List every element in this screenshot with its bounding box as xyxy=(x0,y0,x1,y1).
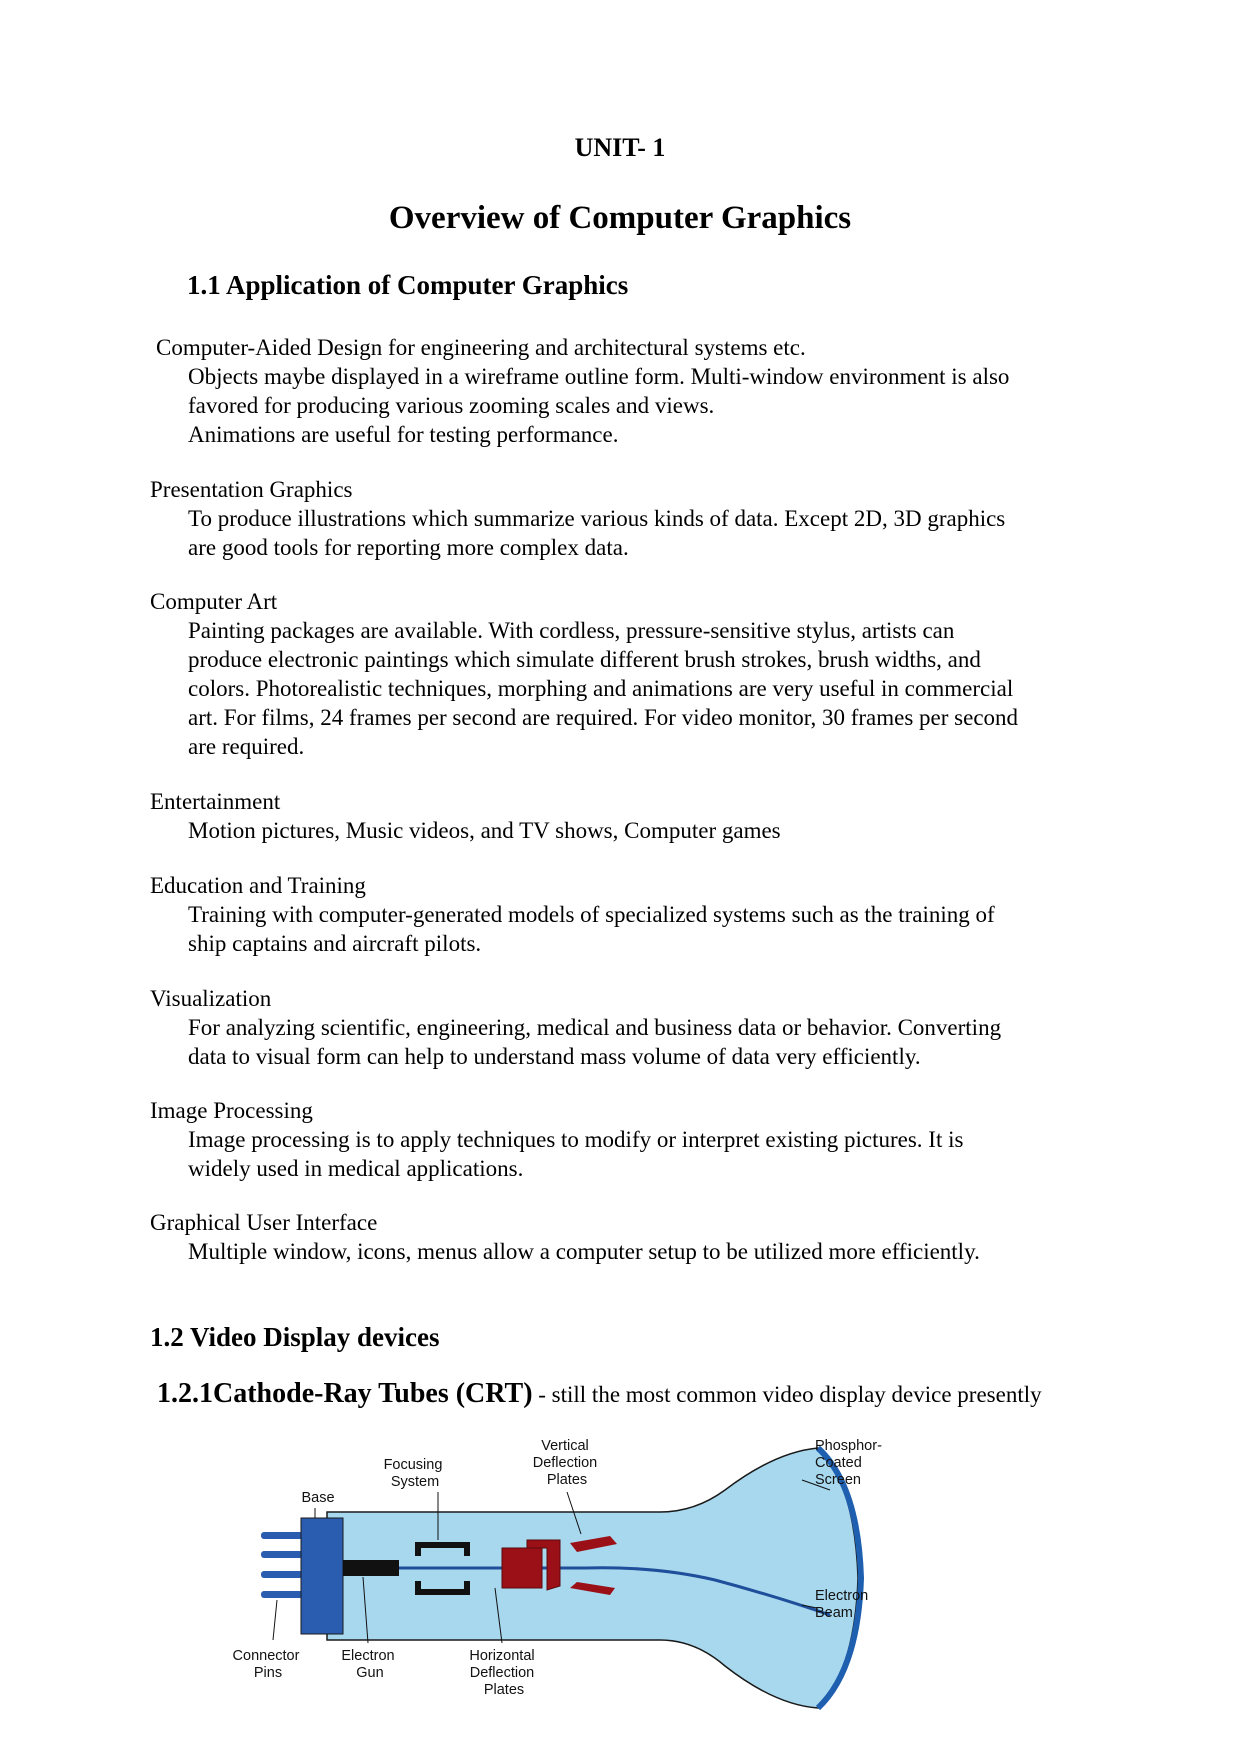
label-base: Base xyxy=(301,1490,335,1506)
item-education-training xyxy=(150,871,1110,958)
body-line: art. For films, 24 frames per second are required. For video monitor, 30 frames per second xyxy=(188,705,1019,730)
body-line: data to visual form can help to understand mass volume of data very efficiently. xyxy=(188,1044,921,1069)
body-line: Multiple window, icons, menus allow a computer setup to be utilized more efficiently. xyxy=(188,1239,980,1264)
body-line: are required. xyxy=(188,734,305,759)
connector-pins xyxy=(261,1532,303,1598)
item-head: Entertainment xyxy=(150,789,281,814)
item-body xyxy=(150,504,1110,562)
body-line: Training with computer-generated models of specialized systems such as the training of xyxy=(188,902,995,927)
body-line: ship captains and aircraft pilots. xyxy=(188,931,482,956)
item-head: Computer-Aided Design for engineering and architectural systems etc. xyxy=(156,335,806,360)
item-body xyxy=(150,1125,1110,1183)
body-line: For analyzing scientific, engineering, medical and business data or behavior. Converting xyxy=(188,1015,1002,1040)
label-vertical-deflection-plates: Vertical Deflection Plates xyxy=(532,1438,598,1488)
body-line: Motion pictures, Music videos, and TV shows, Computer games xyxy=(188,818,781,843)
body-line: Painting packages are available. With cordless, pressure-sensitive stylus, artists can xyxy=(188,618,955,643)
body-line: Animations are useful for testing performance. xyxy=(188,422,619,447)
label-electron-gun: Electron Gun xyxy=(341,1648,395,1681)
electron-gun xyxy=(343,1560,399,1576)
label-focusing-system: Focusing System xyxy=(383,1457,443,1490)
label-electron-beam: Electron Beam xyxy=(815,1588,869,1621)
subsection-description: - still the most common video display device presently xyxy=(532,1382,1042,1407)
subsection-title: 1.2.1Cathode-Ray Tubes (CRT) xyxy=(157,1378,533,1409)
label-horizontal-deflection-plates: Horizontal Deflection Plates xyxy=(469,1648,535,1698)
horizontal-deflection-plates xyxy=(502,1540,560,1590)
item-visualization xyxy=(150,984,1110,1071)
base-block xyxy=(301,1518,343,1634)
body-line: Image processing is to apply techniques to modify or interpret existing pictures. It is xyxy=(188,1127,964,1152)
item-head: Education and Training xyxy=(150,873,366,898)
item-body xyxy=(150,816,1110,845)
item-body xyxy=(150,616,1110,761)
subsection-heading-crt xyxy=(157,1378,1042,1410)
body-line: colors. Photorealistic techniques, morphing and animations are very useful in commercial xyxy=(188,676,1014,701)
item-entertainment xyxy=(150,787,1110,845)
section-heading-applications: 1.1 Application of Computer Graphics xyxy=(187,270,629,300)
item-image-processing xyxy=(150,1096,1110,1183)
item-body xyxy=(150,1237,1110,1266)
label-connector-pins: Connector Pins xyxy=(232,1648,300,1681)
label-phosphor-screen: Phosphor- Coated Screen xyxy=(815,1438,882,1488)
item-computer-art xyxy=(150,587,1110,761)
item-head: Computer Art xyxy=(150,589,278,614)
body-line: Objects maybe displayed in a wireframe outline form. Multi-window environment is also xyxy=(188,364,1010,389)
item-body xyxy=(150,900,1110,958)
section-heading-video-display: 1.2 Video Display devices xyxy=(150,1322,440,1352)
item-head: Graphical User Interface xyxy=(150,1210,378,1235)
body-line: favored for producing various zooming scales and views. xyxy=(188,393,715,418)
item-presentation-graphics xyxy=(150,475,1110,562)
unit-label: UNIT- 1 xyxy=(574,133,666,162)
item-head: Visualization xyxy=(150,986,272,1011)
item-gui xyxy=(150,1208,1110,1266)
crt-diagram xyxy=(232,1438,1015,1710)
item-head: Image Processing xyxy=(150,1098,313,1123)
body-line: are good tools for reporting more complex data. xyxy=(188,535,629,560)
item-body xyxy=(150,362,1110,449)
body-line: widely used in medical applications. xyxy=(188,1156,524,1181)
body-line: produce electronic paintings which simulate different brush strokes, brush widths, and xyxy=(188,647,981,672)
item-head: Presentation Graphics xyxy=(150,477,353,502)
page-title: Overview of Computer Graphics xyxy=(388,200,852,236)
body-line: To produce illustrations which summarize various kinds of data. Except 2D, 3D graphics xyxy=(188,506,1006,531)
cad-item xyxy=(150,333,1110,449)
item-body xyxy=(150,1013,1110,1071)
